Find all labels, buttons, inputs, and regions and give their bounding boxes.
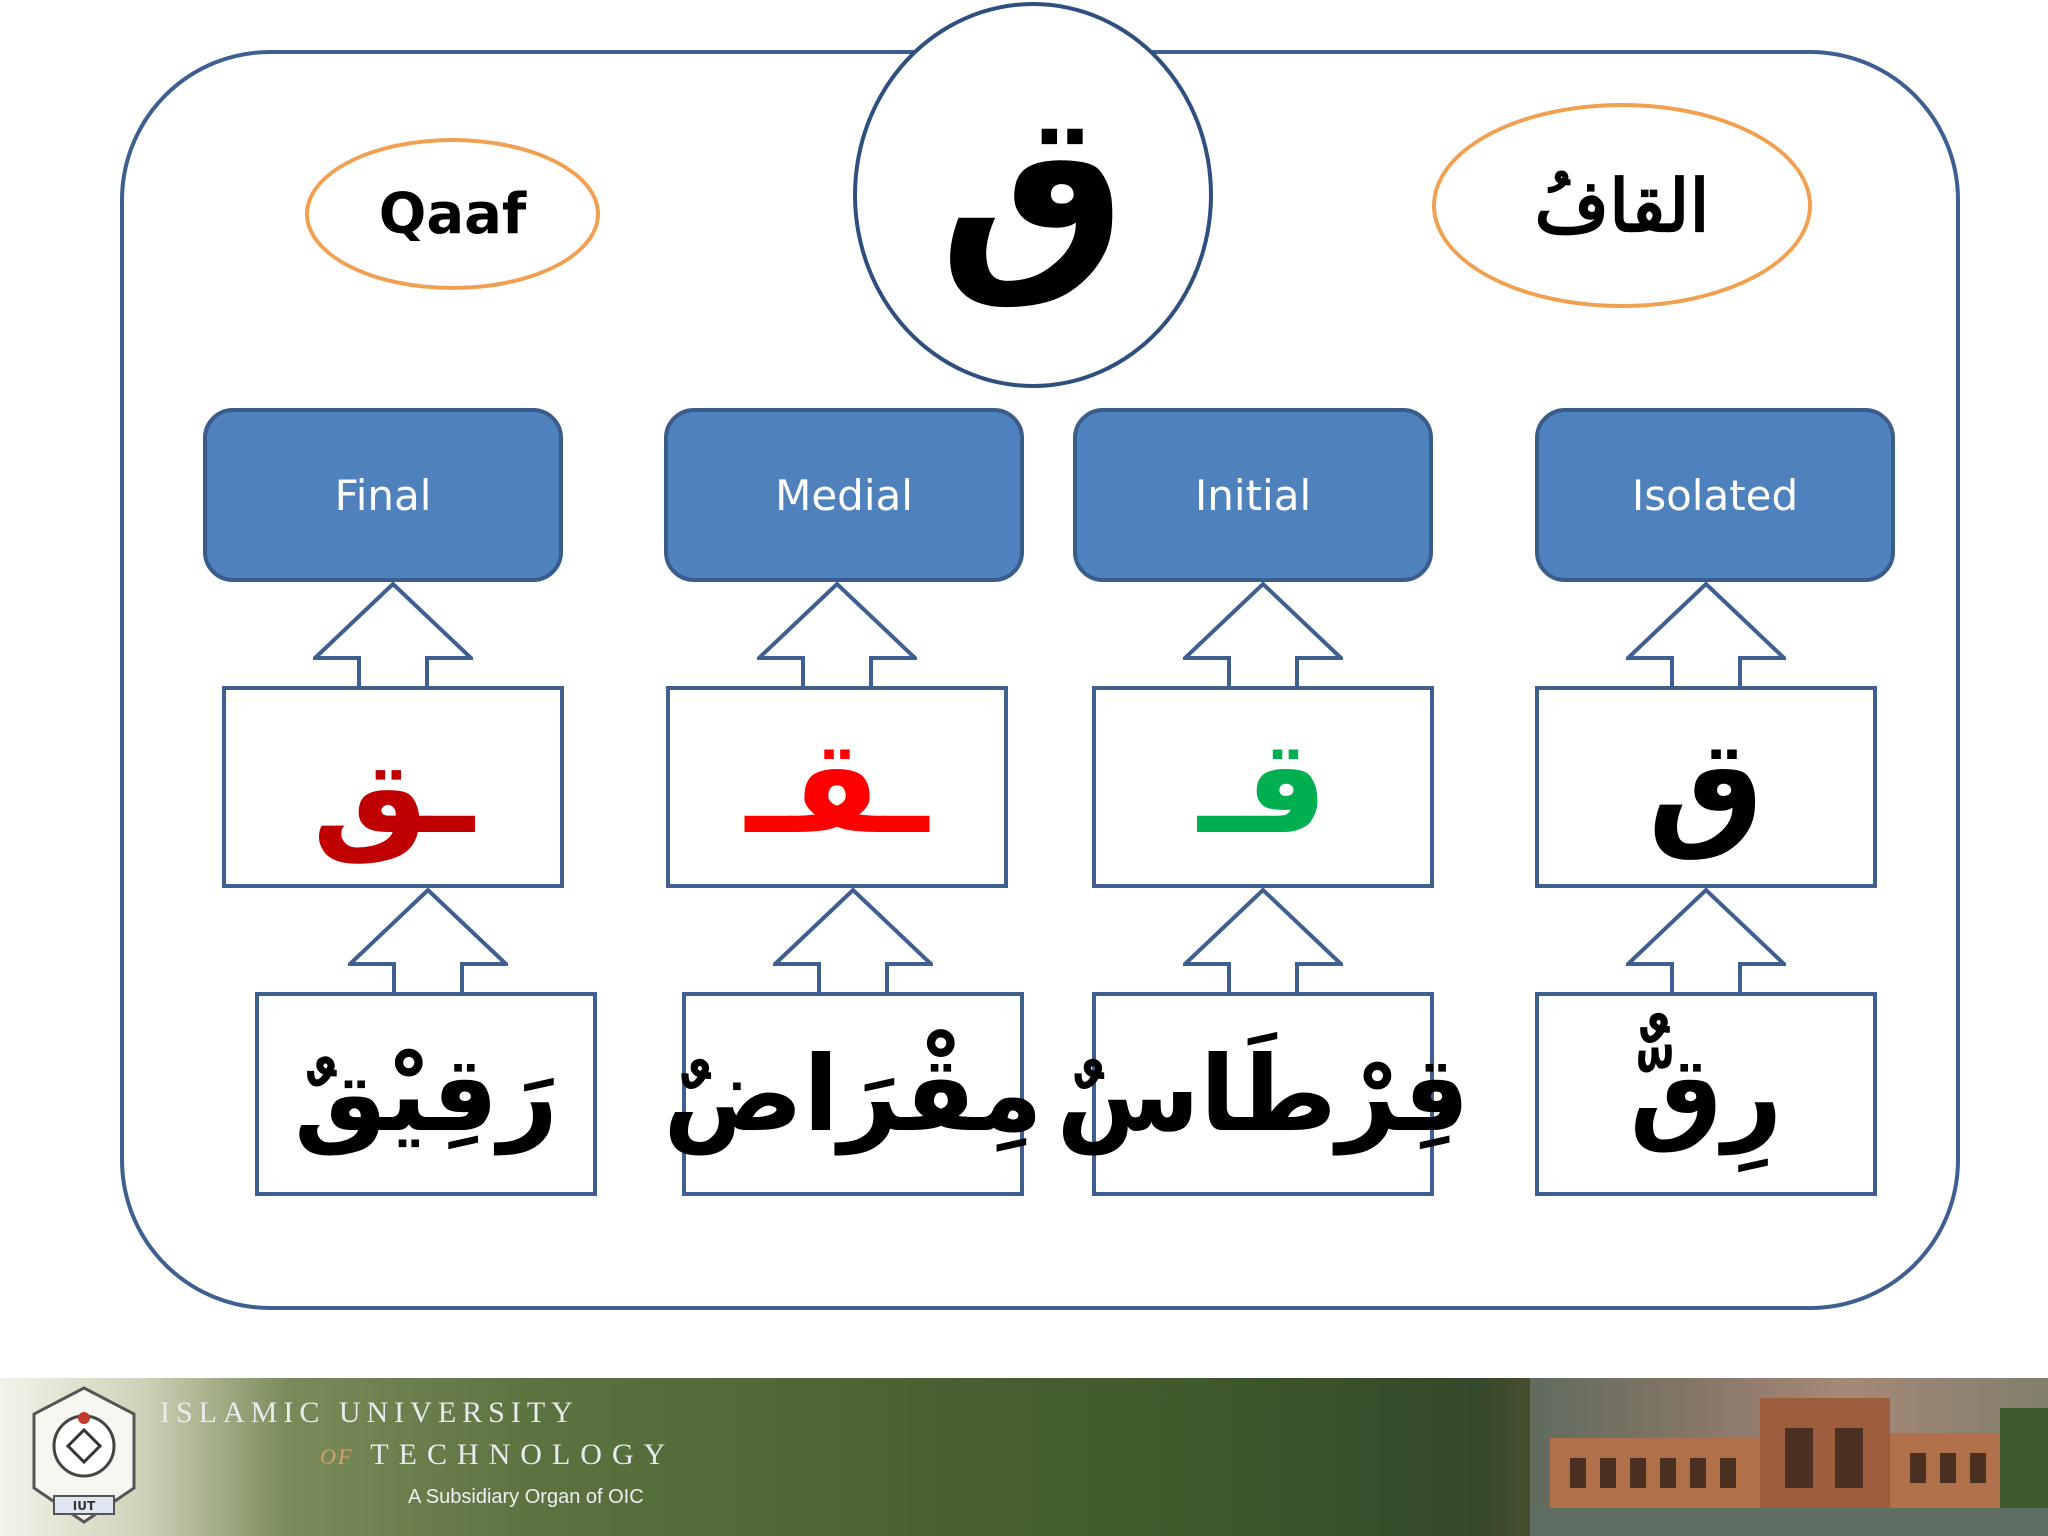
- form-box-isolated: [1535, 686, 1877, 888]
- word-box-isolated: [1535, 992, 1877, 1196]
- up-arrow-icon: [313, 582, 473, 692]
- letter-circle: [853, 2, 1213, 388]
- center-letter: ق: [939, 67, 1127, 312]
- isolated-form: ق: [1647, 711, 1765, 863]
- word-box-initial: [1056, 992, 1470, 1196]
- up-arrow-icon: [1626, 888, 1786, 998]
- initial-example-word: قِرْطَاسٌ: [1056, 1033, 1470, 1155]
- header-medial: Medial: [664, 408, 1024, 582]
- university-name-line1: ISLAMIC UNIVERSITY: [160, 1396, 579, 1429]
- header-isolated: Isolated: [1535, 408, 1895, 582]
- isolated-example-word: رِقٌّ: [1629, 1033, 1783, 1155]
- university-name-line2: [320, 1438, 675, 1472]
- form-box-medial: [666, 686, 1008, 888]
- university-of: OF: [320, 1444, 354, 1469]
- medial-form: ـقـ: [745, 711, 929, 863]
- form-box-initial: [1092, 686, 1434, 888]
- english-name-oval: [305, 138, 600, 290]
- initial-form: قـ: [1198, 711, 1328, 863]
- footer-banner: [0, 1378, 2048, 1536]
- up-arrow-icon: [757, 582, 917, 692]
- up-arrow-icon: [1183, 888, 1343, 998]
- arabic-name: القافُ: [1534, 163, 1710, 248]
- svg-text:IUT: IUT: [72, 1499, 96, 1513]
- final-form: ـق: [312, 711, 474, 863]
- medial-example-word: مِقْرَاضٌ: [663, 1033, 1043, 1155]
- word-box-final: [255, 992, 597, 1196]
- up-arrow-icon: [348, 888, 508, 998]
- up-arrow-icon: [1626, 582, 1786, 692]
- up-arrow-icon: [1183, 582, 1343, 692]
- up-arrow-icon: [773, 888, 933, 998]
- university-logo: [24, 1384, 144, 1530]
- english-name: Qaaf: [378, 181, 527, 247]
- final-example-word: رَقِيْقٌ: [293, 1033, 559, 1155]
- word-box-medial: [663, 992, 1043, 1196]
- university-technology: TECHNOLOGY: [370, 1438, 676, 1471]
- form-box-final: [222, 686, 564, 888]
- arabic-name-oval: [1432, 103, 1812, 308]
- header-initial: Initial: [1073, 408, 1433, 582]
- campus-building-image: [1530, 1378, 2048, 1536]
- header-final: Final: [203, 408, 563, 582]
- university-subtitle: A Subsidiary Organ of OIC: [408, 1486, 644, 1508]
